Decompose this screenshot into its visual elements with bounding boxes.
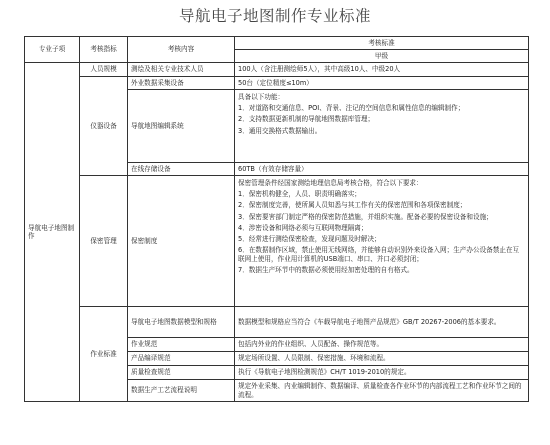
header-grade: 甲级 [235, 50, 529, 63]
table-row [25, 63, 529, 77]
standards-table [24, 36, 529, 402]
content-cell: 质量检查规范 [128, 366, 235, 380]
content-cell: 外业数据采集设备 [128, 77, 235, 90]
standard-cell: 数据模型和规格应当符合《车载导航电子地图产品规范》GB/T 20267-2006的基本要求。 [235, 307, 529, 338]
page-title: 导航电子地图制作专业标准 [178, 7, 371, 25]
content-cell: 数据生产工艺流程说明 [128, 380, 235, 402]
content-cell: 测绘及相关专业技术人员 [128, 63, 235, 77]
standard-cell: 规定外业采集、内业编辑制作、数据编译、质量检查各作业环节的内部流程工艺和作业环节之间的流程。 [235, 380, 529, 402]
standard-cell: 执行《导航电子地图检测规范》CH/T 1019-2010的规定。 [235, 366, 529, 380]
standard-cell: 包括内外业的作业组织、人员配备、操作规范等。 [235, 338, 529, 352]
content-cell: 导航地图编辑系统 [128, 90, 235, 163]
content-cell: 产品编译规范 [128, 352, 235, 366]
table-header-row [25, 37, 529, 50]
table-row [25, 307, 529, 338]
standard-cell: 具备以下功能： 1．对道路和交通信息、POI、背景、注记的空间信息和属性信息的编辑制作； 2．支持数据更新机制的导航地图数据库管理； 3．通用交换格式数据输出。 [235, 90, 529, 163]
standard-cell: 100人（含注册测绘师5人），其中高级10人、中级20人 [235, 63, 529, 77]
table-row [25, 77, 529, 90]
standard-cell: 保密管理条件经国家测绘地理信息局考核合格，符合以下要求： 1．保密机构健全，人员、职责明确落实； 2．保密制度完善，使所属人员知悉与其工作有关的保密范围和各项保密制度； 3．保密要害部门制定严格的保密防范措施，并组织实施。配备必要的保密设备和设施； 4．涉密设备和网络必须与互联网物理隔离； 5．经常进行测绘保密检查，发现问题及时解决； 6．在数据制作区域，禁止使用无线网络，并能够自动识别外来设备入网；生产办公设备禁止在互联网上使用，作业用计算机的USB端口、串口、并口必须封闭； 7．数据生产环节中的数据必须使用经加密处理的自有格式。 [235, 176, 529, 307]
content-cell: 保密制度 [128, 176, 235, 307]
indicator-cell: 保密管理 [80, 176, 128, 307]
table-row [25, 176, 529, 307]
indicator-cell: 人员规模 [80, 63, 128, 77]
major-cell: 导航电子地图制作 [25, 63, 80, 402]
content-cell: 在线存储设备 [128, 163, 235, 176]
header-major: 专业子项 [25, 37, 80, 63]
indicator-cell: 作业标准 [80, 307, 128, 402]
standard-cell: 规定场所设置、人员限制、保密措施、环境和流程。 [235, 352, 529, 366]
header-indicator: 考核指标 [80, 37, 128, 63]
content-cell: 作业规范 [128, 338, 235, 352]
standard-cell: 60TB（有效存储容量） [235, 163, 529, 176]
indicator-cell: 仪器设备 [80, 77, 128, 176]
standard-cell: 50台（定位精度≤10m） [235, 77, 529, 90]
header-standard: 考核标准 [235, 37, 529, 50]
header-content: 考核内容 [128, 37, 235, 63]
content-cell: 导航电子地图数据模型和规格 [128, 307, 235, 338]
